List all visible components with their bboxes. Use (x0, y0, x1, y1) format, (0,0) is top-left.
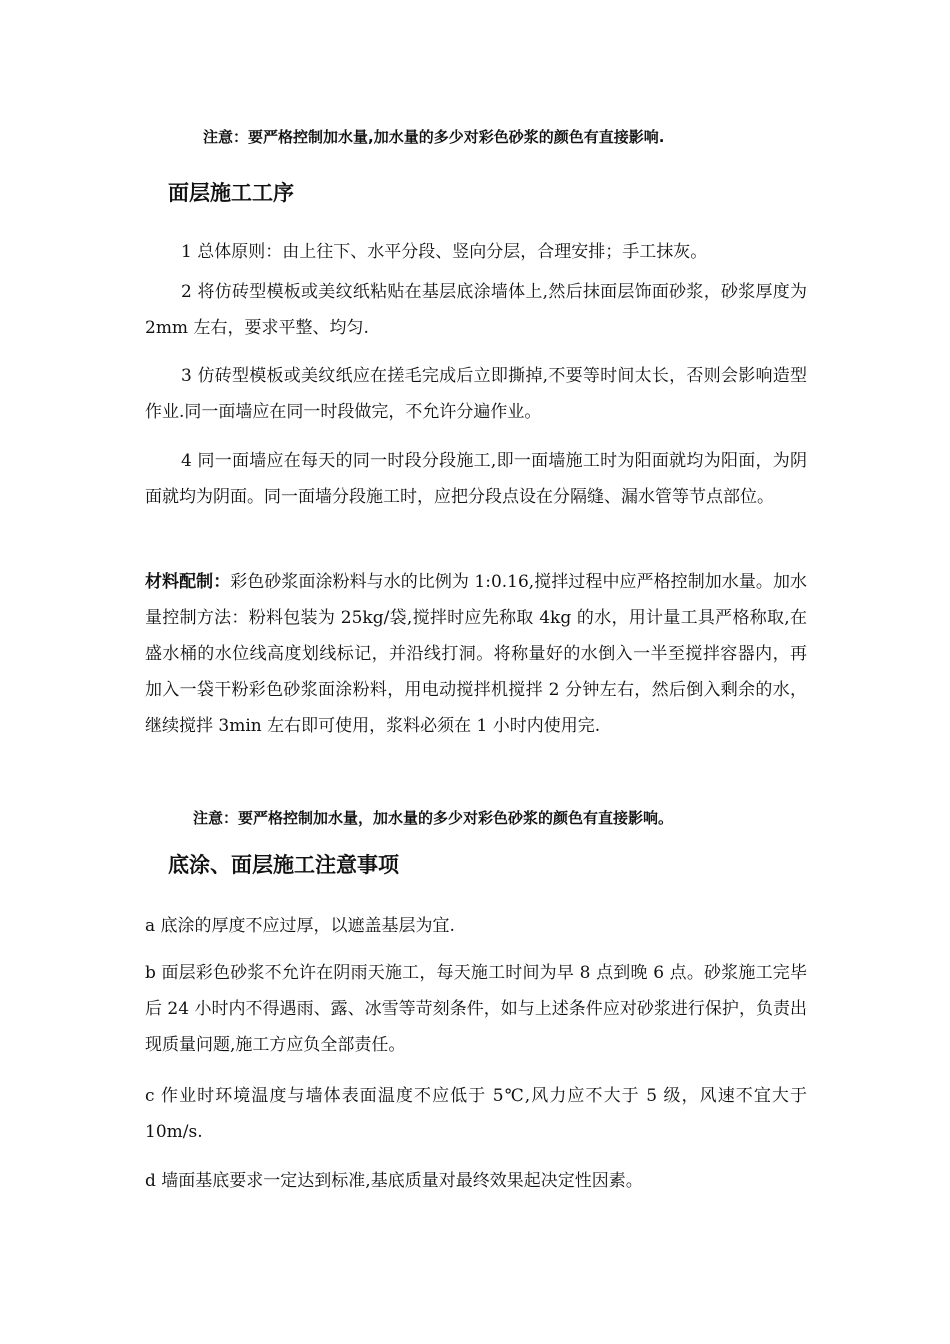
note-water-control: 注意：要严格控制加水量,加水量的多少对彩色砂浆的颜色有直接影响. (203, 128, 665, 146)
notice-item: d 墙面基底要求一定达到标准,基底质量对最终效果起决定性因素。 (145, 1171, 643, 1191)
step-paragraph: 3 仿砖型模板或美纹纸应在搓毛完成后立即撕掉,不要等时间太长，否则会影响造型作业.同一面墙应在同一时段做完，不允许分遍作业。 (145, 366, 807, 422)
section-heading-precautions: 底涂、面层施工注意事项 (168, 853, 399, 877)
material-paragraph (145, 564, 807, 744)
note-water-control-2: 注意：要严格控制加水量，加水量的多少对彩色砂浆的颜色有直接影响。 (193, 809, 674, 827)
notice-item: c 作业时环境温度与墙体表面温度不应低于 5℃,风力应不大于 5 级，风速不宜大于 10m/s. (145, 1086, 807, 1142)
step-paragraph: 2 将仿砖型模板或美纹纸粘贴在基层底涂墙体上,然后抹面层饰面砂浆，砂浆厚度为 2mm 左右，要求平整、均匀. (145, 282, 807, 338)
notice-item: b 面层彩色砂浆不允许在阴雨天施工，每天施工时间为早 8 点到晚 6 点。砂浆施工完毕后 24 小时内不得遇雨、露、冰雪等苛刻条件，如与上述条件应对砂浆进行保护，负责出现质量问题,施工方应负全部责任。 (145, 963, 807, 1055)
material-text: 彩色砂浆面涂粉料与水的比例为 1:0.16,搅拌过程中应严格控制加水量。加水量控制方法：粉料包装为 25kg/袋,搅拌时应先称取 4kg 的水，用计量工具严格称取,在盛水桶的水位线高度划线标记，并沿线打洞。将称量好的水倒入一半至搅拌容器内，再加入一袋干粉彩色砂浆面涂粉料，用电动搅拌机搅拌 2 分钟左右，然后倒入剩余的水，继续搅拌 3min 左右即可使用，浆料必须在 1 小时内使用完. (145, 572, 807, 736)
step-paragraph: 1 总体原则：由上往下、水平分段、竖向分层，合理安排；手工抹灰。 (181, 242, 708, 262)
section-heading-surface-process: 面层施工工序 (168, 181, 294, 205)
step-paragraph: 4 同一面墙应在每天的同一时段分段施工,即一面墙施工时为阳面就均为阳面，为阴面就均为阴面。同一面墙分段施工时，应把分段点设在分隔缝、漏水管等节点部位。 (145, 451, 807, 507)
material-label: 材料配制： (145, 572, 231, 592)
notice-item: a 底涂的厚度不应过厚，以遮盖基层为宜. (145, 916, 455, 936)
